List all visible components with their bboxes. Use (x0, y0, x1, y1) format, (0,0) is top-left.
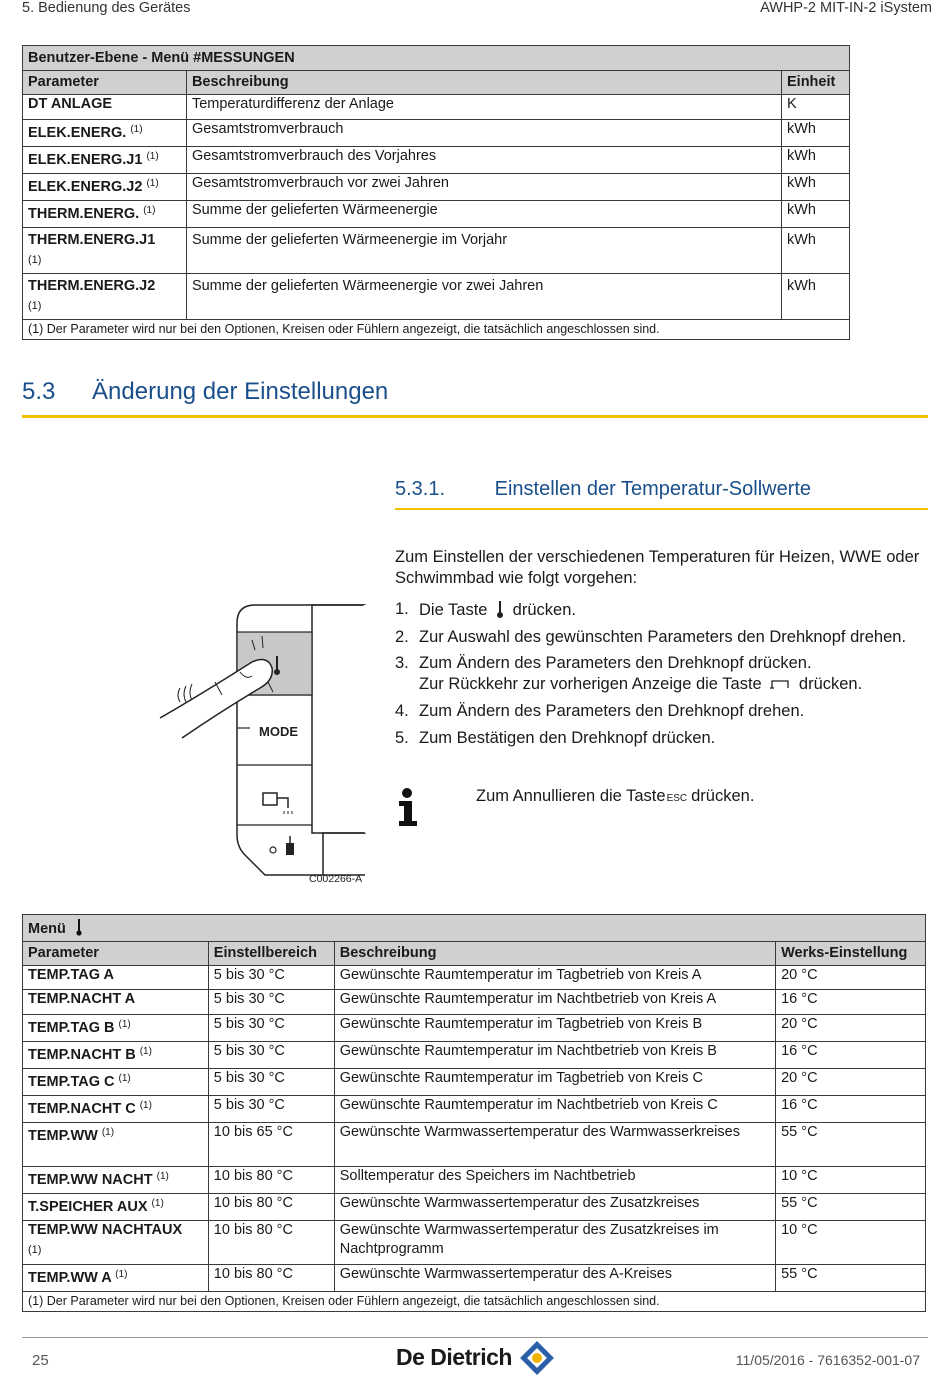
measurements-table (22, 45, 850, 340)
description-cell: Gesamtstromverbrauch vor zwei Jahren (186, 174, 781, 201)
mode-label: MODE (259, 724, 298, 739)
list-item: 4. Zum Ändern des Parameters den Drehknopf drehen. (395, 702, 805, 720)
description-cell: Gesamtstromverbrauch (186, 120, 781, 147)
table-row: TEMP.NACHT C $^{(1)}$ 5 bis 30 °C Gewünschte Raumtemperatur im Nachtbetrieb von Kreis C 16 °C (23, 1096, 926, 1123)
table-row (23, 228, 850, 274)
description-cell: Summe der gelieferten Wärmeenergie (186, 201, 781, 228)
setpoint-table (22, 914, 926, 1312)
column-header: Beschreibung (186, 71, 781, 95)
table-row (23, 120, 850, 147)
parameter-cell: THERM.ENERG.J2 (1) (23, 274, 187, 320)
table-title: Menü (28, 920, 66, 937)
parameter-cell: THERM.ENERG. $^{(1)}$ (23, 201, 187, 228)
table-row: TEMP.WW NACHT $^{(1)}$ 10 bis 80 °C Solltemperatur des Speichers im Nachtbetrieb 10 °C (23, 1167, 926, 1194)
steps-list (395, 599, 930, 749)
footer-rule (22, 1337, 928, 1338)
document-reference: 11/05/2016 - 7616352-001-07 (735, 1352, 920, 1368)
unit-cell: kWh (782, 228, 850, 274)
table-row: T.SPEICHER AUX $^{(1)}$ 10 bis 80 °C Gewünschte Warmwassertemperatur des Zusatzkreises 55 °C (23, 1194, 926, 1221)
table-row (23, 274, 850, 320)
section-heading (22, 378, 388, 406)
unit-cell: kWh (782, 201, 850, 228)
unit-cell: K (782, 95, 850, 120)
thermometer-icon (494, 599, 506, 619)
column-header: Werks-Einstellung (776, 942, 926, 966)
table-row (23, 95, 850, 120)
description-cell: Summe der gelieferten Wärmeenergie vor zwei Jahren (186, 274, 781, 320)
subsection-title: Einstellen der Temperatur-Sollwerte (494, 478, 812, 500)
unit-cell: kWh (782, 174, 850, 201)
figure-code: C002266-A (309, 873, 363, 885)
description-cell: Temperaturdifferenz der Anlage (186, 95, 781, 120)
column-header: Parameter (23, 942, 209, 966)
table-footnote: (1) Der Parameter wird nur bei den Optionen, Kreisen oder Fühlern angezeigt, die tatsächlich angeschlossen sind. (23, 320, 850, 340)
table-row: TEMP.TAG C $^{(1)}$ 5 bis 30 °C Gewünschte Raumtemperatur im Tagbetrieb von Kreis C 20 °C (23, 1069, 926, 1096)
return-key-icon (769, 677, 791, 691)
parameter-cell: ELEK.ENERG.J2 $^{(1)}$ (23, 174, 187, 201)
info-note: Zum Annullieren die TasteESC drücken. (476, 787, 755, 805)
description-cell: Summe der gelieferten Wärmeenergie im Vorjahr (186, 228, 781, 274)
list-item: 2. Zur Auswahl des gewünschten Parameters den Drehknopf drehen. (395, 628, 907, 646)
thermometer-icon (74, 918, 84, 936)
table-title: Benutzer-Ebene - Menü #MESSUNGEN (23, 46, 850, 71)
table-row: TEMP.NACHT A 5 bis 30 °C Gewünschte Raumtemperatur im Nachtbetrieb von Kreis A 16 °C (23, 990, 926, 1015)
brand-logo-text: De Dietrich (396, 1344, 512, 1370)
table-row: TEMP.WW NACHTAUX (1) 10 bis 80 °C Gewünschte Warmwassertemperatur des Zusatzkreises im Nachtprogramm 10 °C (23, 1221, 926, 1265)
column-header: Parameter (23, 71, 187, 95)
info-icon (396, 787, 420, 827)
list-item: 3. Zum Ändern des Parameters den Drehknopf drücken. Zur Rückkehr zur vorherigen Anzeige die Taste drücken. (395, 654, 863, 693)
chimney-sweep-icon (270, 836, 294, 855)
unit-cell: kWh (782, 274, 850, 320)
list-item: 5. Zum Bestätigen den Drehknopf drücken. (395, 729, 716, 747)
instruction-block (395, 547, 930, 749)
column-header: Beschreibung (334, 942, 775, 966)
parameter-cell: ELEK.ENERG. $^{(1)}$ (23, 120, 187, 147)
subsection-number: 5.3.1. (395, 478, 446, 500)
table-row: TEMP.TAG B $^{(1)}$ 5 bis 30 °C Gewünschte Raumtemperatur im Tagbetrieb von Kreis B 20 °C (23, 1015, 926, 1042)
table-row (23, 147, 850, 174)
table-row: TEMP.WW $^{(1)}$ 10 bis 65 °C Gewünschte Warmwassertemperatur des Warmwasserkreises 55 °C (23, 1123, 926, 1167)
table-row: TEMP.TAG A 5 bis 30 °C Gewünschte Raumtemperatur im Tagbetrieb von Kreis A 20 °C (23, 966, 926, 990)
parameter-cell: THERM.ENERG.J1 (1) (23, 228, 187, 274)
hot-water-icon (263, 793, 292, 814)
table-footnote: (1) Der Parameter wird nur bei den Optionen, Kreisen oder Fühlern angezeigt, die tatsächlich angeschlossen sind. (23, 1292, 926, 1312)
table-row (23, 174, 850, 201)
subsection-rule (395, 508, 928, 510)
table-row: TEMP.WW A $^{(1)}$ 10 bis 80 °C Gewünschte Warmwassertemperatur des A-Kreises 55 °C (23, 1265, 926, 1292)
parameter-cell: DT ANLAGE (23, 95, 187, 120)
description-cell: Gesamtstromverbrauch des Vorjahres (186, 147, 781, 174)
table-row: TEMP.NACHT B $^{(1)}$ 5 bis 30 °C Gewünschte Raumtemperatur im Nachtbetrieb von Kreis B 16 °C (23, 1042, 926, 1069)
column-header: Einstellbereich (208, 942, 334, 966)
brand-logo-icon (520, 1341, 554, 1375)
section-number: 5.3 (22, 378, 56, 405)
unit-cell: kWh (782, 147, 850, 174)
running-header-right: AWHP-2 MIT-IN-2 iSystem (760, 0, 932, 16)
control-panel-figure (140, 600, 370, 890)
page-number: 25 (32, 1352, 49, 1369)
section-rule (22, 415, 928, 418)
unit-cell: kWh (782, 120, 850, 147)
table-row (23, 201, 850, 228)
list-item: 1. Die Taste drücken. (395, 600, 576, 619)
running-header-left: 5. Bedienung des Gerätes (22, 0, 191, 16)
intro-paragraph: Zum Einstellen der verschiedenen Temperaturen für Heizen, WWE oder Schwimmbad wie folgt vorgehen: (395, 548, 920, 587)
parameter-cell: ELEK.ENERG.J1 $^{(1)}$ (23, 147, 187, 174)
subsection-heading (395, 478, 811, 501)
section-title: Änderung der Einstellungen (92, 378, 389, 405)
column-header: Einheit (782, 71, 850, 95)
